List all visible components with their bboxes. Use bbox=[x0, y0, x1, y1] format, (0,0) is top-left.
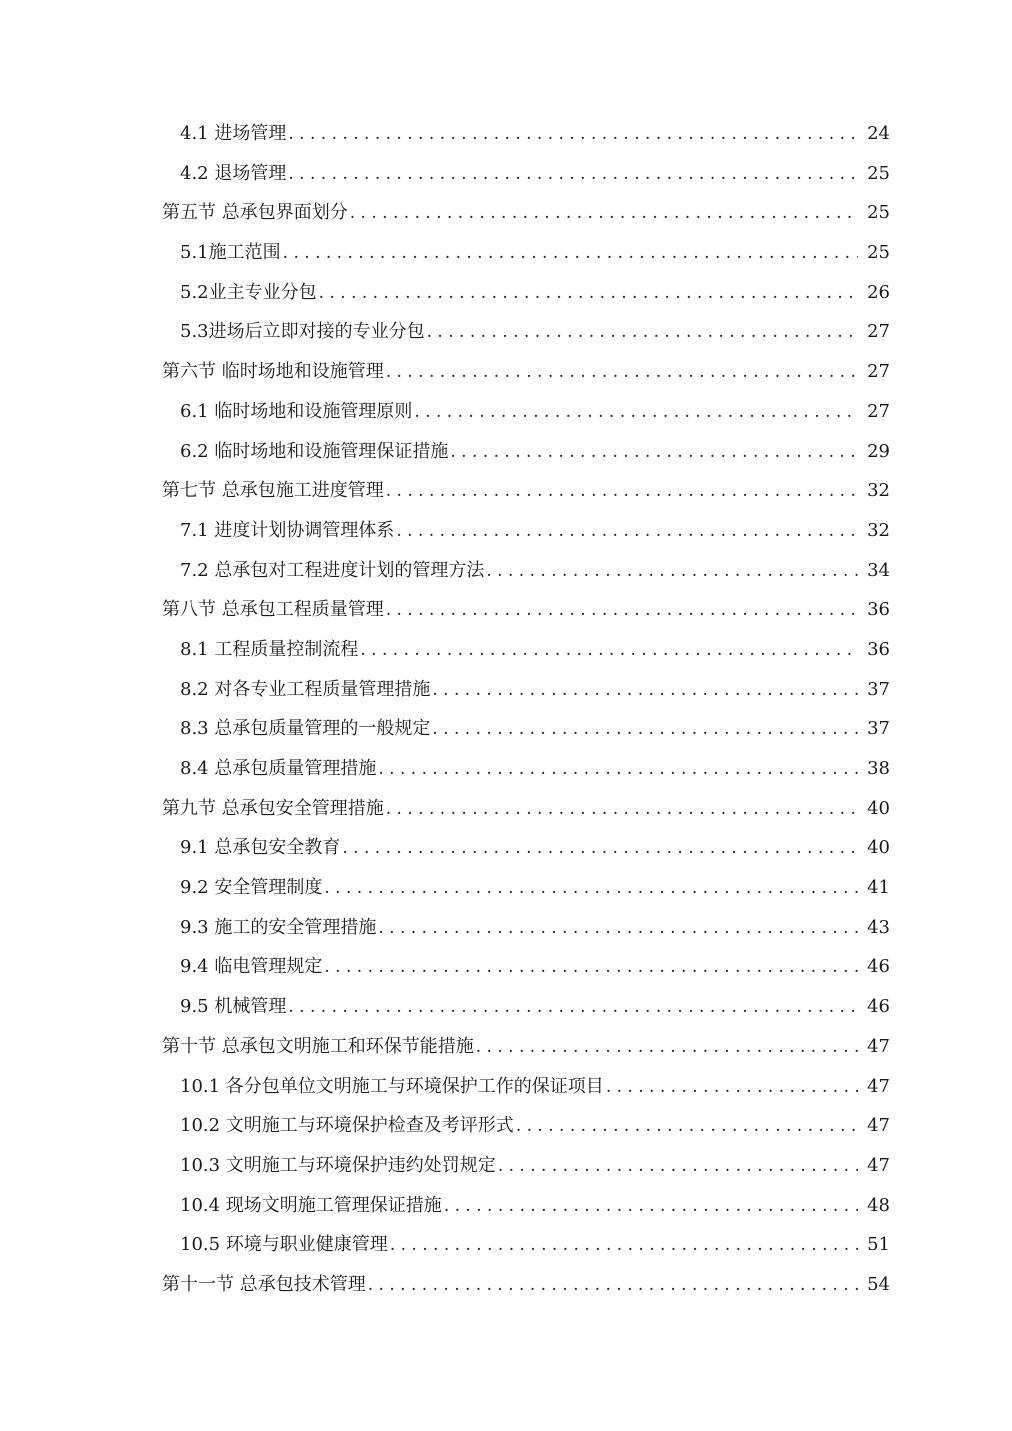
table-of-contents bbox=[0, 114, 1012, 1305]
toc-subsection-entry[interactable] bbox=[180, 1225, 890, 1265]
toc-entry-title: 8.4 总承包质量管理措施 bbox=[180, 758, 377, 779]
toc-page-number: 25 bbox=[867, 162, 890, 184]
toc-dot-leader bbox=[432, 671, 858, 711]
toc-dot-leader bbox=[288, 155, 858, 195]
toc-dot-leader bbox=[476, 1028, 858, 1068]
toc-page-number: 47 bbox=[867, 1075, 890, 1097]
toc-subsection-entry[interactable] bbox=[180, 908, 890, 948]
toc-entry-title: 第五节 总承包界面划分 bbox=[162, 202, 348, 224]
toc-dot-leader bbox=[288, 115, 858, 155]
toc-entry-title: 第十一节 总承包技术管理 bbox=[162, 1273, 366, 1295]
toc-entry-title: 第八节 总承包工程质量管理 bbox=[162, 599, 384, 621]
toc-subsection-entry[interactable] bbox=[180, 114, 890, 154]
toc-subsection-entry[interactable] bbox=[180, 551, 890, 591]
toc-entry-title: 9.2 安全管理制度 bbox=[180, 877, 323, 899]
toc-page-number: 37 bbox=[867, 678, 890, 700]
toc-dot-leader bbox=[498, 1147, 858, 1187]
toc-entry-title: 第十节 总承包文明施工和环保节能措施 bbox=[162, 1035, 474, 1057]
toc-section-entry[interactable] bbox=[162, 1265, 890, 1305]
toc-page-number: 37 bbox=[867, 718, 890, 740]
toc-page-number: 47 bbox=[867, 1115, 890, 1137]
toc-entry-title: 8.2 对各专业工程质量管理措施 bbox=[180, 678, 431, 700]
toc-dot-leader bbox=[427, 313, 858, 353]
toc-subsection-entry[interactable] bbox=[180, 432, 890, 472]
toc-entry-title: 10.1 各分包单位文明施工与环境保护工作的保证项目 bbox=[180, 1075, 604, 1097]
toc-page-number: 29 bbox=[867, 440, 890, 462]
toc-dot-leader bbox=[432, 710, 858, 750]
toc-dot-leader bbox=[386, 353, 858, 393]
toc-page-number: 40 bbox=[867, 837, 890, 859]
toc-subsection-entry[interactable] bbox=[180, 828, 890, 868]
toc-section-entry[interactable] bbox=[162, 1027, 890, 1067]
toc-entry-title: 10.4 现场文明施工管理保证措施 bbox=[180, 1194, 442, 1216]
toc-dot-leader bbox=[386, 591, 858, 631]
toc-page-number: 47 bbox=[867, 1154, 890, 1176]
toc-dot-leader bbox=[378, 909, 858, 949]
toc-entry-title: 第七节 总承包施工进度管理 bbox=[162, 480, 384, 502]
toc-subsection-entry[interactable] bbox=[180, 511, 890, 551]
toc-dot-leader bbox=[414, 393, 858, 433]
toc-entry-title: 5.2业主专业分包 bbox=[180, 281, 317, 303]
toc-subsection-entry[interactable] bbox=[180, 273, 890, 313]
toc-page-number: 24 bbox=[867, 123, 890, 144]
toc-page-number: 43 bbox=[867, 916, 890, 938]
toc-entry-title: 9.1 总承包安全教育 bbox=[180, 837, 341, 859]
toc-entry-title: 4.2 退场管理 bbox=[180, 162, 287, 184]
toc-page-number: 54 bbox=[867, 1273, 890, 1295]
toc-page-number: 47 bbox=[867, 1035, 890, 1057]
toc-section-entry[interactable] bbox=[162, 590, 890, 630]
toc-subsection-entry[interactable] bbox=[180, 709, 890, 749]
toc-dot-leader bbox=[360, 631, 858, 671]
toc-dot-leader bbox=[319, 274, 858, 314]
toc-page-number: 48 bbox=[867, 1194, 890, 1216]
toc-dot-leader bbox=[368, 1266, 858, 1306]
toc-page-number: 32 bbox=[867, 480, 890, 502]
toc-page-number: 32 bbox=[867, 519, 890, 541]
toc-page-number: 27 bbox=[867, 321, 890, 343]
toc-subsection-entry[interactable] bbox=[180, 233, 890, 273]
toc-dot-leader bbox=[386, 472, 858, 512]
toc-subsection-entry[interactable] bbox=[180, 1186, 890, 1226]
toc-section-entry[interactable] bbox=[162, 352, 890, 392]
toc-page-number: 27 bbox=[867, 361, 890, 383]
toc-entry-title: 4.1 进场管理 bbox=[180, 123, 287, 144]
toc-dot-leader bbox=[342, 829, 858, 869]
toc-entry-title: 第六节 临时场地和设施管理 bbox=[162, 361, 384, 383]
toc-dot-leader bbox=[386, 790, 858, 830]
toc-subsection-entry[interactable] bbox=[180, 749, 890, 789]
toc-page-number: 40 bbox=[867, 797, 890, 819]
toc-subsection-entry[interactable] bbox=[180, 947, 890, 987]
toc-page-number: 34 bbox=[867, 559, 890, 581]
toc-entry-title: 6.1 临时场地和设施管理原则 bbox=[180, 400, 413, 422]
toc-dot-leader bbox=[350, 194, 858, 234]
toc-subsection-entry[interactable] bbox=[180, 392, 890, 432]
toc-page-number: 27 bbox=[867, 400, 890, 422]
toc-subsection-entry[interactable] bbox=[180, 868, 890, 908]
toc-subsection-entry[interactable] bbox=[180, 154, 890, 194]
toc-dot-leader bbox=[450, 433, 858, 473]
toc-entry-title: 9.3 施工的安全管理措施 bbox=[180, 916, 377, 938]
toc-page-number: 36 bbox=[867, 599, 890, 621]
toc-dot-leader bbox=[324, 948, 858, 988]
toc-dot-leader bbox=[390, 1226, 858, 1266]
toc-page-number: 41 bbox=[867, 877, 890, 899]
toc-entry-title: 9.5 机械管理 bbox=[180, 996, 287, 1018]
toc-entry-title: 6.2 临时场地和设施管理保证措施 bbox=[180, 440, 449, 462]
toc-page-number: 25 bbox=[867, 242, 890, 264]
toc-subsection-entry[interactable] bbox=[180, 312, 890, 352]
toc-section-entry[interactable] bbox=[162, 789, 890, 829]
toc-page-number: 25 bbox=[867, 202, 890, 224]
toc-page-number: 36 bbox=[867, 638, 890, 660]
toc-entry-title: 5.1施工范围 bbox=[180, 242, 281, 264]
toc-dot-leader bbox=[283, 234, 858, 274]
toc-subsection-entry[interactable] bbox=[180, 987, 890, 1027]
toc-dot-leader bbox=[516, 1107, 858, 1147]
toc-subsection-entry[interactable] bbox=[180, 630, 890, 670]
toc-entry-title: 7.2 总承包对工程进度计划的管理方法 bbox=[180, 559, 485, 581]
toc-subsection-entry[interactable] bbox=[180, 670, 890, 710]
toc-dot-leader bbox=[324, 869, 858, 909]
toc-entry-title: 10.2 文明施工与环境保护检查及考评形式 bbox=[180, 1115, 514, 1137]
toc-page-number: 51 bbox=[867, 1234, 890, 1256]
toc-page-number: 46 bbox=[867, 996, 890, 1018]
toc-entry-title: 10.3 文明施工与环境保护违约处罚规定 bbox=[180, 1154, 496, 1176]
toc-dot-leader bbox=[444, 1187, 858, 1227]
toc-entry-title: 8.1 工程质量控制流程 bbox=[180, 638, 359, 660]
toc-entry-title: 5.3进场后立即对接的专业分包 bbox=[180, 321, 425, 343]
toc-page-number: 38 bbox=[867, 758, 890, 779]
toc-dot-leader bbox=[606, 1068, 858, 1108]
toc-page-number: 46 bbox=[867, 956, 890, 978]
toc-entry-title: 8.3 总承包质量管理的一般规定 bbox=[180, 718, 431, 740]
toc-entry-title: 第九节 总承包安全管理措施 bbox=[162, 797, 384, 819]
toc-dot-leader bbox=[288, 988, 858, 1028]
toc-subsection-entry[interactable] bbox=[180, 1067, 890, 1107]
toc-section-entry[interactable] bbox=[162, 193, 890, 233]
toc-dot-leader bbox=[486, 552, 858, 592]
toc-entry-title: 9.4 临电管理规定 bbox=[180, 956, 323, 978]
toc-section-entry[interactable] bbox=[162, 471, 890, 511]
toc-dot-leader bbox=[378, 750, 858, 790]
toc-page-number: 26 bbox=[867, 281, 890, 303]
toc-dot-leader bbox=[396, 512, 858, 552]
toc-entry-title: 7.1 进度计划协调管理体系 bbox=[180, 519, 395, 541]
toc-subsection-entry[interactable] bbox=[180, 1146, 890, 1186]
toc-subsection-entry[interactable] bbox=[180, 1106, 890, 1146]
toc-entry-title: 10.5 环境与职业健康管理 bbox=[180, 1234, 388, 1256]
